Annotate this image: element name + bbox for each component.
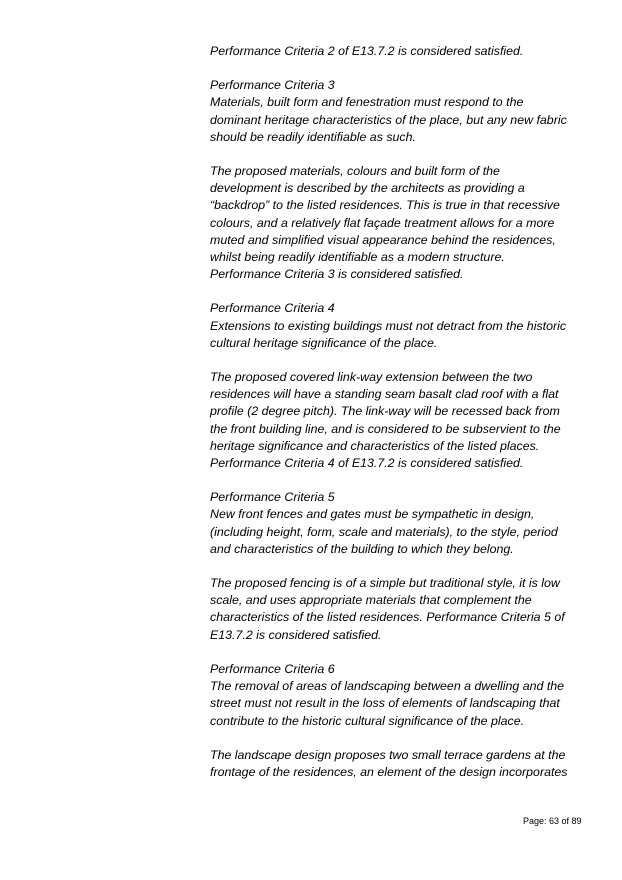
text-line: profile (2 degree pitch). The link-way will be recessed back from bbox=[210, 404, 560, 419]
paragraph bbox=[210, 369, 582, 472]
text-line: scale, and uses appropriate materials that complement the bbox=[210, 593, 532, 608]
text-line: Performance Criteria 4 of E13.7.2 is considered satisfied. bbox=[210, 456, 524, 471]
text-line: cultural heritage significance of the place. bbox=[210, 335, 438, 350]
paragraph bbox=[210, 300, 582, 352]
text-line: Performance Criteria 6 bbox=[210, 661, 335, 676]
text-line: (including height, form, scale and materials), to the style, period bbox=[210, 524, 558, 539]
text-line: colours, and a relatively flat façade treatment allows for a more bbox=[210, 215, 555, 230]
text-line: heritage significance and characteristics of the listed places. bbox=[210, 438, 540, 453]
text-line: characteristics of the listed residences. Performance Criteria 5 of bbox=[210, 610, 565, 625]
text-line: residences will have a standing seam basalt clad roof with a flat bbox=[210, 387, 559, 402]
text-line: Materials, built form and fenestration must respond to the bbox=[210, 95, 524, 110]
text-line: Performance Criteria 5 bbox=[210, 490, 335, 505]
paragraph bbox=[210, 43, 582, 60]
paragraph bbox=[210, 575, 582, 644]
text-line: Performance Criteria 2 of E13.7.2 is considered satisfied. bbox=[210, 44, 524, 58]
paragraph bbox=[210, 77, 582, 146]
text-line: dominant heritage characteristics of the place, but any new fabric bbox=[210, 112, 567, 127]
page-number: Page: 63 of 89 bbox=[523, 816, 582, 826]
paragraph bbox=[210, 747, 582, 781]
text-line: The proposed fencing is of a simple but traditional style, it is low bbox=[210, 576, 560, 591]
text-line: Performance Criteria 3 bbox=[210, 78, 335, 93]
text-line: The removal of areas of landscaping between a dwelling and the bbox=[210, 679, 565, 694]
text-line: and characteristics of the building to which they belong. bbox=[210, 541, 514, 556]
paragraph bbox=[210, 163, 582, 283]
text-line: E13.7.2 is considered satisfied. bbox=[210, 627, 382, 642]
text-line: “backdrop” to the listed residences. This is true in that recessive bbox=[210, 198, 560, 213]
text-line: The landscape design proposes two small terrace gardens at the bbox=[210, 747, 566, 762]
text-line: contribute to the historic cultural significance of the place. bbox=[210, 713, 525, 728]
text-line: should be readily identifiable as such. bbox=[210, 129, 416, 144]
paragraph bbox=[210, 661, 582, 730]
text-line: Performance Criteria 4 bbox=[210, 301, 335, 316]
text-line: the front building line, and is considered to be subservient to the bbox=[210, 421, 561, 436]
text-line: frontage of the residences, an element of the design incorporates bbox=[210, 764, 568, 779]
text-line: New front fences and gates must be sympathetic in design, bbox=[210, 507, 535, 522]
text-line: street must not result in the loss of elements of landscaping that bbox=[210, 696, 560, 711]
text-line: development is described by the architects as providing a bbox=[210, 181, 525, 196]
paragraph bbox=[210, 489, 582, 558]
document-body bbox=[210, 43, 582, 798]
text-line: muted and simplified visual appearance behind the residences, bbox=[210, 232, 556, 247]
text-line: The proposed materials, colours and built form of the bbox=[210, 164, 500, 179]
text-line: The proposed covered link-way extension between the two bbox=[210, 370, 533, 385]
text-line: whilst being readily identifiable as a modern structure. bbox=[210, 250, 505, 265]
text-line: Performance Criteria 3 is considered satisfied. bbox=[210, 267, 464, 282]
text-line: Extensions to existing buildings must not detract from the historic bbox=[210, 318, 567, 333]
